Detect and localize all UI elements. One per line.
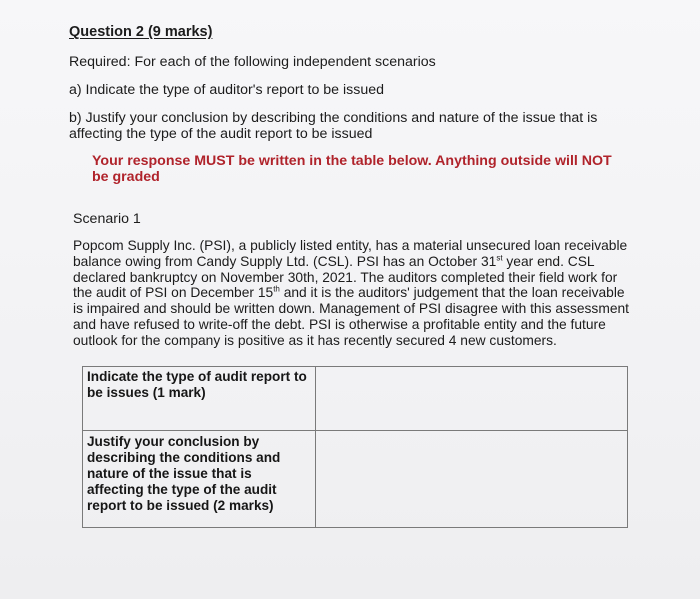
scenario-body [73,238,633,349]
scenario-body-part3: and it is the auditors' judgement that the loan receivable is impaired and should be written down. Management of PSI disagree with this assessment and have refused to write-off the debt. PSI is otherwise a profitable entity and the future outlook for the company is positive as it has recently secured 4 new customers. [73,285,629,348]
scenario-sup-2: th [273,284,280,294]
question-required: Required: For each of the following independent scenarios [69,54,436,70]
response-notice: Your response MUST be written in the table below. Anything outside will NOT be graded [92,153,612,185]
scenario-sup-1: st [496,253,503,263]
scenario-body-part1: Popcom Supply Inc. (PSI), a publicly listed entity, has a material unsecured loan receivable balance owing from Candy Supply Ltd. (CSL). PSI has an October 31 [73,238,628,269]
row1-answer-cell[interactable] [317,368,625,429]
scenario-title: Scenario 1 [73,211,141,227]
table-column-divider [315,367,316,527]
row1-label: Indicate the type of audit report to be issues (1 mark) [87,369,307,400]
answer-table [82,366,628,528]
question-part-b: b) Justify your conclusion by describing the conditions and nature of the issue that is affecting the type of the audit report to be issued [69,110,598,142]
question-part-a: a) Indicate the type of auditor's report to be issued [69,82,385,98]
question-title: Question 2 (9 marks) [69,24,213,40]
row2-label: Justify your conclusion by describing the conditions and nature of the issue that is affecting the type of the audit report to be issued (2 marks) [87,434,281,513]
table-row-divider [83,430,627,431]
scenario-body-part2: year end. CSL declared bankruptcy on November 30th, 2021. The auditors completed their field work for the audit of PSI on December 15 [73,253,618,301]
row2-answer-cell[interactable] [317,432,625,526]
